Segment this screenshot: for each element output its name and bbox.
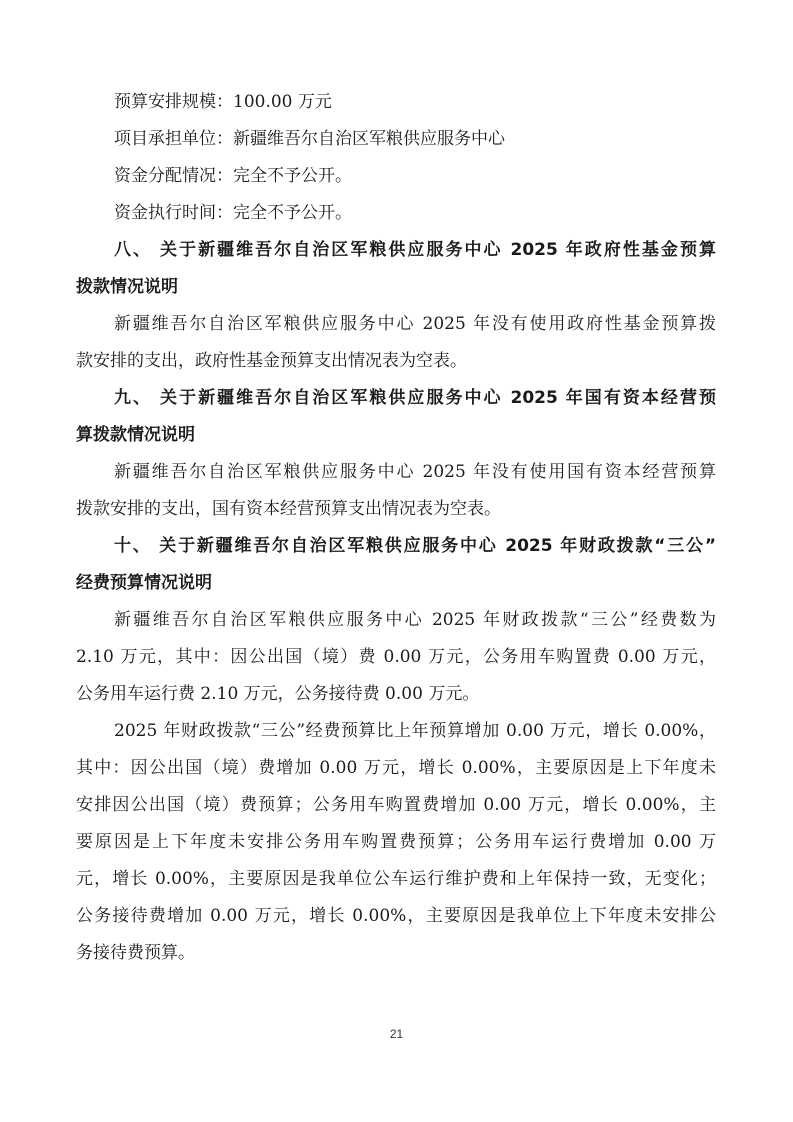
section-8-paragraph xyxy=(76,306,716,380)
page-number: 21 xyxy=(389,1027,404,1041)
page-content xyxy=(76,84,716,972)
heading-line: 拨款情况说明 xyxy=(76,277,178,297)
paragraph-line: 新疆维吾尔自治区军粮供应服务中心 2025 年没有使用政府性基金预算拨 xyxy=(114,314,716,334)
paragraph-line: 其中：因公出国（境）费增加 0.00 万元，增长 0.00%，主要原因是上下年度未 xyxy=(76,758,716,778)
paragraph-line: 拨款安排的支出，国有资本经营预算支出情况表为空表。 xyxy=(76,499,501,519)
section-10-paragraph-1 xyxy=(76,602,716,713)
paragraph-line: 新疆维吾尔自治区军粮供应服务中心 2025 年财政拨款“三公”经费数为 xyxy=(114,610,716,630)
heading-line: 经费预算情况说明 xyxy=(76,573,212,593)
paragraph-line: 2025 年财政拨款“三公”经费预算比上年预算增加 0.00 万元，增长 0.00%， xyxy=(114,721,716,741)
fund-execution-time-line: 资金执行时间：完全不予公开。 xyxy=(114,203,352,223)
heading-line: 九、 关于新疆维吾尔自治区军粮供应服务中心 2025 年国有资本经营预 xyxy=(114,388,716,408)
fund-allocation-line: 资金分配情况：完全不予公开。 xyxy=(114,166,352,186)
paragraph-line: 务接待费预算。 xyxy=(76,943,195,963)
paragraph-line: 元，增长 0.00%，主要原因是我单位公车运行维护费和上年保持一致，无变化； xyxy=(76,869,716,889)
section-9-heading xyxy=(76,380,716,454)
project-unit-line: 项目承担单位：新疆维吾尔自治区军粮供应服务中心 xyxy=(114,129,505,149)
paragraph-line: 公务用车运行费 2.10 万元，公务接待费 0.00 万元。 xyxy=(76,684,480,704)
paragraph-line: 新疆维吾尔自治区军粮供应服务中心 2025 年没有使用国有资本经营预算 xyxy=(114,462,716,482)
paragraph-line: 2.10 万元，其中：因公出国（境）费 0.00 万元，公务用车购置费 0.00 万元， xyxy=(76,647,716,667)
heading-line: 十、 关于新疆维吾尔自治区军粮供应服务中心 2025 年财政拨款“三公” xyxy=(114,536,716,556)
section-9-paragraph xyxy=(76,454,716,528)
paragraph-line: 公务接待费增加 0.00 万元，增长 0.00%，主要原因是我单位上下年度未安排公 xyxy=(76,906,716,926)
heading-line: 八、 关于新疆维吾尔自治区军粮供应服务中心 2025 年政府性基金预算 xyxy=(114,240,716,260)
paragraph-line: 安排因公出国（境）费预算；公务用车购置费增加 0.00 万元，增长 0.00%，主 xyxy=(76,795,716,815)
section-10-paragraph-2 xyxy=(76,713,716,972)
paragraph-line: 要原因是上下年度未安排公务用车购置费预算；公务用车运行费增加 0.00 万 xyxy=(76,832,716,852)
paragraph-line: 款安排的支出，政府性基金预算支出情况表为空表。 xyxy=(76,351,467,371)
section-10-heading xyxy=(76,528,716,602)
heading-line: 算拨款情况说明 xyxy=(76,425,195,445)
section-8-heading xyxy=(76,232,716,306)
budget-scale-line: 预算安排规模：100.00 万元 xyxy=(114,92,332,112)
